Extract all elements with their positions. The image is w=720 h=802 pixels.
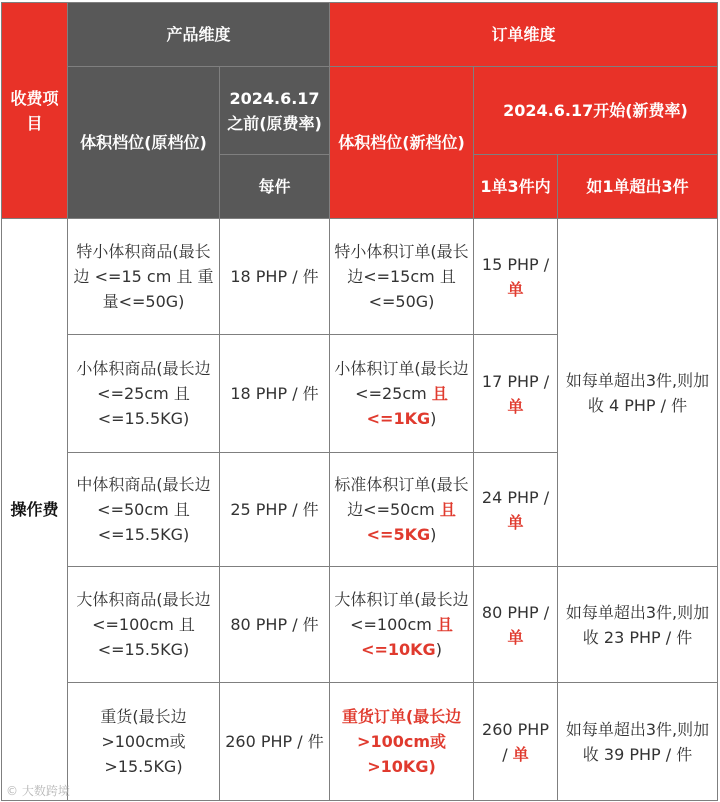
over-3-surcharge-cell: 如每单超出3件,则加收 23 PHP / 件 <box>558 567 718 683</box>
product-dimension-header: 产品维度 <box>68 3 330 67</box>
new-tier-cell: 重货订单(最长边>100cm或>10KG) <box>330 683 474 801</box>
table-row <box>2 567 718 683</box>
old-tier-cell: 小体积商品(最长边<=25cm 且<=15.5KG) <box>68 335 220 453</box>
new-tier-cell: 大体积订单(最长边<=100cm 且<=10KG) <box>330 567 474 683</box>
per-item-header: 每件 <box>220 155 330 219</box>
new-rate-header: 2024.6.17开始(新费率) <box>474 67 718 155</box>
new-rate-cell: 80 PHP / 单 <box>474 567 558 683</box>
old-tier-cell: 大体积商品(最长边<=100cm 且<=15.5KG) <box>68 567 220 683</box>
old-rate-cell: 18 PHP / 件 <box>220 219 330 335</box>
within-3-header: 1单3件内 <box>474 155 558 219</box>
new-rate-cell: 260 PHP / 单 <box>474 683 558 801</box>
over-3-surcharge-cell: 如每单超出3件,则加收 4 PHP / 件 <box>558 219 718 567</box>
old-rate-cell: 260 PHP / 件 <box>220 683 330 801</box>
fee-item-cell: 操作费 <box>2 219 68 801</box>
old-tier-cell: 重货(最长边>100cm或>15.5KG) <box>68 683 220 801</box>
old-tier-header: 体积档位(原档位) <box>68 67 220 219</box>
watermark: © 大数跨境 <box>6 784 70 798</box>
fee-item-header: 收费项目 <box>2 3 68 219</box>
table-row <box>2 219 718 335</box>
table-row <box>2 683 718 801</box>
new-tier-cell: 小体积订单(最长边<=25cm 且<=1KG) <box>330 335 474 453</box>
old-rate-cell: 18 PHP / 件 <box>220 335 330 453</box>
new-tier-header: 体积档位(新档位) <box>330 67 474 219</box>
new-tier-cell: 特小体积订单(最长边<=15cm 且<=50G) <box>330 219 474 335</box>
order-dimension-header: 订单维度 <box>330 3 718 67</box>
new-tier-cell: 标准体积订单(最长边<=50cm 且<=5KG) <box>330 453 474 567</box>
old-rate-cell: 25 PHP / 件 <box>220 453 330 567</box>
old-rate-header: 2024.6.17之前(原费率) <box>220 67 330 155</box>
over-3-header: 如1单超出3件 <box>558 155 718 219</box>
new-rate-cell: 24 PHP / 单 <box>474 453 558 567</box>
old-tier-cell: 特小体积商品(最长边 <=15 cm 且 重量<=50G) <box>68 219 220 335</box>
new-rate-cell: 17 PHP / 单 <box>474 335 558 453</box>
over-3-surcharge-cell: 如每单超出3件,则加收 39 PHP / 件 <box>558 683 718 801</box>
new-rate-cell: 15 PHP / 单 <box>474 219 558 335</box>
old-rate-cell: 80 PHP / 件 <box>220 567 330 683</box>
operation-fee-table <box>1 2 718 801</box>
old-tier-cell: 中体积商品(最长边<=50cm 且<=15.5KG) <box>68 453 220 567</box>
